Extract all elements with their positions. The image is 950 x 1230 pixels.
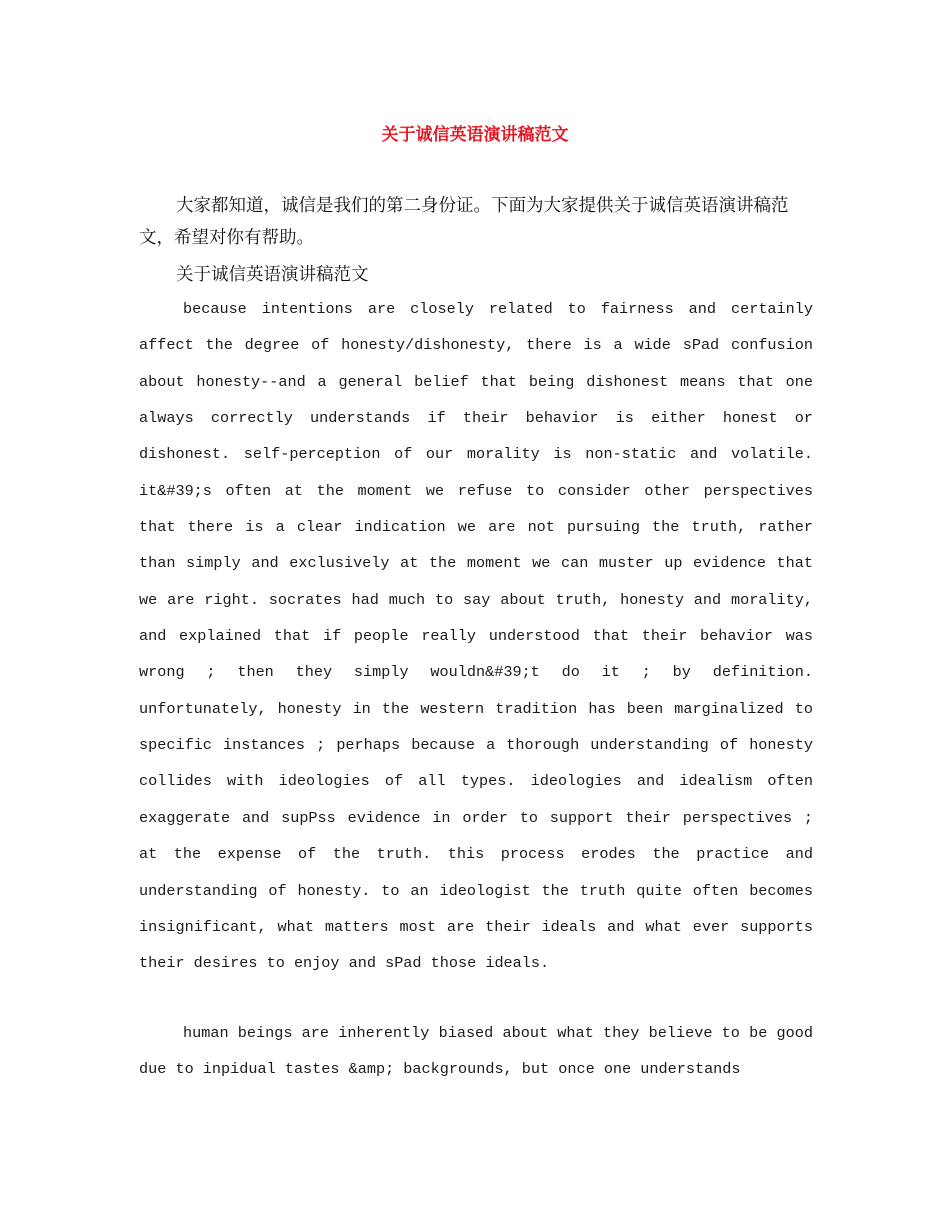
- body-paragraph-2: human beings are inherently biased about what they believe to be good due to inpidual tastes &amp; backgrounds, but once one understands: [139, 1024, 813, 1079]
- document-title: 关于诚信英语演讲稿范文: [381, 125, 569, 145]
- section-subheading: 关于诚信英语演讲稿范文: [176, 265, 369, 285]
- intro-paragraph: 大家都知道，诚信是我们的第二身份证。下面为大家提供关于诚信英语演讲稿范文，希望对你有帮助。: [139, 196, 789, 248]
- body-paragraph-1: because intentions are closely related to fairness and certainly affect the degree of honesty/dishonesty, there is a wide sPad confusion about honesty--and a general belief that being dishonest means that one always correctly understands if their behavior is either honest or dishonest. self-perception of our morality is non-static and volatile. it&#39;s often at the moment we refuse to consider other perspectives that there is a clear indication we are not pursuing the truth, rather than simply and exclusively at the moment we can muster up evidence that we are right. socrates had much to say about truth, honesty and morality, and explained that if people really understood that their behavior was wrong ; then they simply wouldn&#39;t do it ; by definition. unfortunately, honesty in the western tradition has been marginalized to specific instances ; perhaps because a thorough understanding of honesty collides with ideologies of all types. ideologies and idealism often exaggerate and supPss evidence in order to support their perspectives ; at the expense of the truth. this process erodes the practice and understanding of honesty. to an ideologist the truth quite often becomes insignificant, what matters most are their ideals and what ever supports their desires to enjoy and sPad those ideals.: [139, 300, 813, 973]
